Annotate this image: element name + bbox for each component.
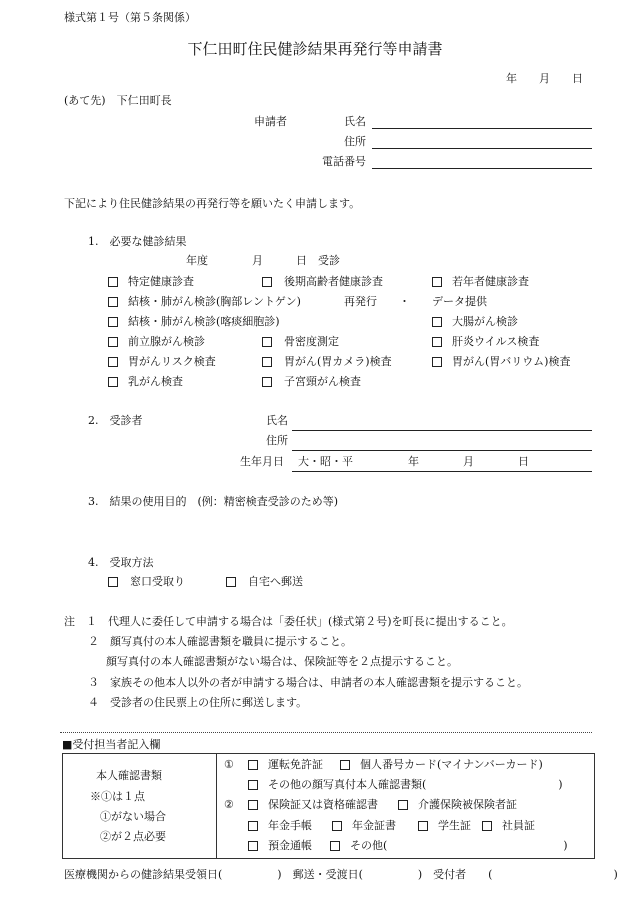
checkbox-xray[interactable] <box>108 297 118 307</box>
check-label: 結核・肺がん検診(喀痰細胞診) <box>128 315 280 328</box>
id-docs-label: 本人確認書類 <box>96 769 162 782</box>
checkbox-mynumber-card[interactable] <box>340 760 350 770</box>
id-option: 介護保険被保険者証 <box>418 798 517 811</box>
check-label: 子宮頸がん検査 <box>284 375 361 388</box>
office-box-divider <box>216 753 217 859</box>
examinee-name-field[interactable] <box>292 430 592 431</box>
applicant-phone-label: 電話番号 <box>322 155 366 168</box>
checkbox-breast[interactable] <box>108 377 118 387</box>
check-label: 乳がん検査 <box>128 375 183 388</box>
receipt-footer[interactable]: 医療機関からの健診結果受領日( ) 郵送・受渡日( ) 受付者 ( ) <box>64 868 618 881</box>
checkbox-other-photo-id[interactable] <box>248 780 258 790</box>
id-docs-note-1: ※①は１点 <box>90 790 145 803</box>
addressee: (あて先) 下仁田町長 <box>64 94 172 107</box>
checkbox-sputum[interactable] <box>108 317 118 327</box>
date-field[interactable]: 年 月 日 <box>506 72 583 85</box>
applicant-phone-field[interactable] <box>372 168 592 169</box>
id-option: 年金手帳 <box>268 819 312 832</box>
id-option: 預金通帳 <box>268 839 312 852</box>
check-label: 前立腺がん検診 <box>128 335 205 348</box>
id-option: 社員証 <box>502 819 535 832</box>
note-4: ４ 受診者の住民票上の住所に郵送します。 <box>88 696 308 709</box>
check-label: 骨密度測定 <box>284 335 339 348</box>
checkbox-employee-id[interactable] <box>482 821 492 831</box>
checkbox-hepatitis[interactable] <box>432 337 442 347</box>
check-label: 若年者健康診査 <box>452 275 529 288</box>
checkbox-pension-book[interactable] <box>248 821 258 831</box>
checkbox-specific-checkup[interactable] <box>108 277 118 287</box>
checkbox-stomach-risk[interactable] <box>108 357 118 367</box>
check-label: 肝炎ウイルス検査 <box>452 335 540 348</box>
section4-heading: 4. 受取方法 <box>88 556 154 569</box>
examinee-address-field[interactable] <box>292 450 592 451</box>
option-label: 窓口受取り <box>130 575 185 588</box>
id-option: 学生証 <box>438 819 471 832</box>
check-label: 結核・肺がん検診(胸部レントゲン) <box>128 295 301 308</box>
checkbox-drivers-license[interactable] <box>248 760 258 770</box>
checkbox-student-id[interactable] <box>418 821 428 831</box>
id-option: 年金証書 <box>352 819 396 832</box>
id-docs-note-2: ①がない場合 <box>100 810 166 823</box>
checkbox-other[interactable] <box>330 841 340 851</box>
checkbox-stomach-barium[interactable] <box>432 357 442 367</box>
section3-heading: 3. 結果の使用目的 (例：精密検査受診のため等) <box>88 495 339 508</box>
birthdate-field[interactable]: 大・昭・平 年 月 日 <box>298 455 529 468</box>
applicant-name-field[interactable] <box>372 128 592 129</box>
birthdate-underline <box>292 471 592 472</box>
applicant-label: 申請者 <box>254 115 287 128</box>
checkbox-prostate[interactable] <box>108 337 118 347</box>
check-label: 胃がんリスク検査 <box>128 355 216 368</box>
checkbox-mail-home[interactable] <box>226 577 236 587</box>
checkbox-cervical[interactable] <box>262 377 272 387</box>
checkbox-stomach-camera[interactable] <box>262 357 272 367</box>
applicant-address-label: 住所 <box>344 135 366 148</box>
checkbox-bankbook[interactable] <box>248 841 258 851</box>
checkbox-counter-pickup[interactable] <box>108 577 118 587</box>
examinee-address-label: 住所 <box>266 434 288 447</box>
section1-heading: 1. 必要な健診結果 <box>88 235 187 248</box>
checkbox-young-checkup[interactable] <box>432 277 442 287</box>
divider <box>60 732 592 733</box>
form-number: 様式第１号（第５条関係） <box>64 11 196 24</box>
reissue-or-data[interactable]: 再発行 ・ データ提供 <box>344 295 487 308</box>
option-label: 自宅へ郵送 <box>248 575 303 588</box>
checkbox-bone-density[interactable] <box>262 337 272 347</box>
examinee-name-label: 氏名 <box>266 414 288 427</box>
id-option: その他の顔写真付本人確認書類( ) <box>268 778 563 791</box>
checkbox-colon[interactable] <box>432 317 442 327</box>
applicant-address-field[interactable] <box>372 148 592 149</box>
section2-heading: 2. 受診者 <box>88 414 143 427</box>
exam-date-line[interactable]: 年度 月 日 受診 <box>186 254 340 267</box>
office-use-heading: ■受付担当者記入欄 <box>62 738 161 751</box>
id-docs-note-3: ②が２点必要 <box>100 830 166 843</box>
note-2: ２ 顔写真付の本人確認書類を職員に提示すること。 <box>88 635 352 648</box>
check-label: 大腸がん検診 <box>452 315 518 328</box>
intro-text: 下記により住民健診結果の再発行等を願いたく申請します。 <box>64 197 361 210</box>
id-option: 運転免許証 <box>268 758 323 771</box>
checkbox-elderly-checkup[interactable] <box>262 277 272 287</box>
check-label: 特定健康診査 <box>128 275 194 288</box>
check-label: 胃がん(胃カメラ)検査 <box>284 355 392 368</box>
checkbox-care-insurance[interactable] <box>398 800 408 810</box>
birthdate-label: 生年月日 <box>240 455 284 468</box>
group2-mark: ② <box>224 798 234 811</box>
note-3: ３ 家族その他本人以外の者が申請する場合は、申請者の本人確認書類を提示すること。 <box>88 676 528 689</box>
id-option: 保険証又は資格確認書 <box>268 798 378 811</box>
note-1: 注 １ 代理人に委任して申請する場合は「委任状」(様式第２号)を町長に提出すること。 <box>64 615 513 628</box>
id-option: その他( ) <box>350 839 568 852</box>
check-label: 胃がん(胃バリウム)検査 <box>452 355 571 368</box>
id-option: 個人番号カード(マイナンバーカード) <box>360 758 543 771</box>
checkbox-insurance-card[interactable] <box>248 800 258 810</box>
applicant-name-label: 氏名 <box>344 115 366 128</box>
group1-mark: ① <box>224 758 234 771</box>
page-title: 下仁田町住民健診結果再発行等申請書 <box>187 40 443 58</box>
note-2-continued: 顔写真付の本人確認書類がない場合は、保険証等を２点提示すること。 <box>106 655 458 668</box>
check-label: 後期高齢者健康診査 <box>284 275 383 288</box>
checkbox-pension-cert[interactable] <box>332 821 342 831</box>
